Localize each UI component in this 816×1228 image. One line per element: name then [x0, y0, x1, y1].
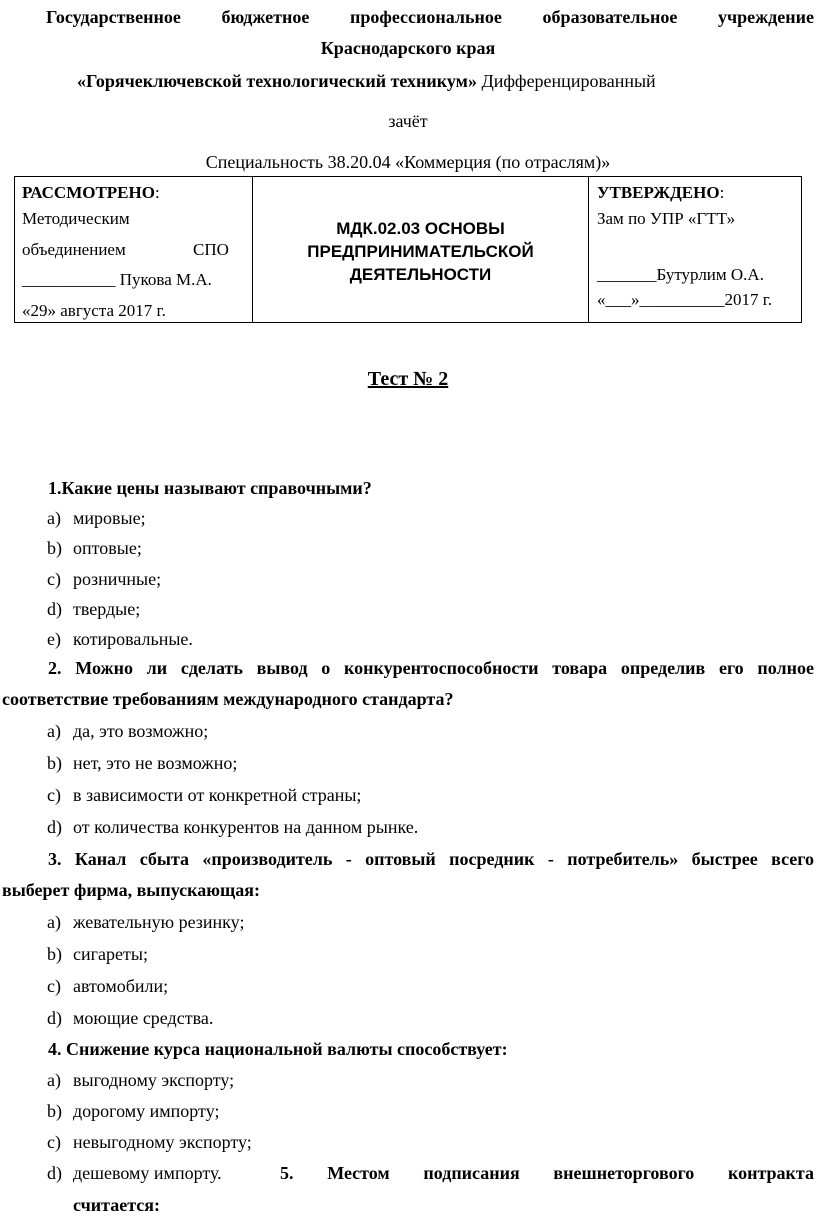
- option-3b: b) сигареты;: [47, 944, 148, 964]
- reviewed-body-line1: Методическим: [22, 209, 130, 228]
- approver-signature: _______Бутурлим О.А.: [597, 265, 764, 284]
- option-2a: a) да, это возможно;: [47, 721, 209, 741]
- approved-heading: УТВЕРЖДЕНО:: [597, 183, 725, 202]
- option-2d: d) от количества конкурентов на данном рынке.: [47, 817, 419, 837]
- option-3d: d) моющие средства.: [47, 1008, 214, 1028]
- exam-type-continued: зачёт: [388, 111, 428, 131]
- approved-position: Зам по УПР «ГТТ»: [597, 209, 736, 228]
- technikum-name: «Горячеключевской технологический техникум»: [77, 71, 477, 91]
- option-1b: b) оптовые;: [47, 538, 142, 558]
- reviewed-date: «29» августа 2017 г.: [22, 301, 166, 320]
- option-4b: b) дорогому импорту;: [47, 1101, 220, 1121]
- option-4c: c) невыгодному экспорту;: [47, 1132, 252, 1152]
- option-3a: a) жевательную резинку;: [47, 912, 245, 932]
- specialty-line: Специальность 38.20.04 «Коммерция (по отраслям)»: [205, 152, 611, 172]
- question-1: 1.Какие цены называют справочными?: [48, 478, 372, 498]
- question-3-line1: 3. Канал сбыта «производитель - оптовый посредник - потребитель» быстрее всего: [48, 849, 814, 869]
- subject-title-line1: МДК.02.03 ОСНОВЫ: [336, 219, 505, 238]
- option-1d: d) твердые;: [47, 599, 141, 619]
- approved-date: «___»__________2017 г.: [597, 290, 773, 309]
- option-3c: c) автомобили;: [47, 976, 169, 996]
- exam-type: Дифференцированный: [476, 71, 656, 91]
- option-1e: e) котировальные.: [47, 629, 193, 649]
- approval-reviewed-cell: [15, 177, 253, 322]
- approval-approved-cell: [589, 177, 801, 322]
- option-1a: a) мировые;: [47, 508, 146, 528]
- question-5-line1: 5. Местом подписания внешнеторгового контракта: [280, 1163, 814, 1183]
- approval-table: [14, 176, 802, 323]
- subject-title: [253, 217, 588, 286]
- institution-name-line3: [77, 70, 656, 92]
- test-title: Тест № 2: [367, 368, 449, 390]
- reviewed-heading: РАССМОТРЕНО:: [22, 183, 160, 202]
- subject-title-line3: ДЕЯТЕЛЬНОСТИ: [349, 265, 492, 284]
- option-2c: c) в зависимости от конкретной страны;: [47, 785, 362, 805]
- question-2-line2: соответствие требованиям международного стандарта?: [2, 689, 454, 709]
- institution-name-line1: Государственное бюджетное профессиональное образовательное учреждение: [46, 7, 814, 27]
- question-2-line1: 2. Можно ли сделать вывод о конкурентоспособности товара определив его полное: [48, 658, 814, 678]
- question-3-line2: выберет фирма, выпускающая:: [2, 880, 260, 900]
- reviewed-body-line2b: СПО: [193, 240, 229, 259]
- option-4a: a) выгодному экспорту;: [47, 1070, 235, 1090]
- reviewed-body-line2a: объединением: [22, 240, 126, 259]
- institution-name-line2: Краснодарского края: [320, 38, 496, 58]
- option-2b: b) нет, это не возможно;: [47, 753, 238, 773]
- question-4: 4. Снижение курса национальной валюты способствует:: [48, 1039, 508, 1059]
- question-5-line2: считается:: [73, 1195, 160, 1215]
- reviewer-signature: ___________ Пукова М.А.: [22, 270, 212, 289]
- option-1c: c) розничные;: [47, 569, 162, 589]
- subject-title-line2: ПРЕДПРИНИМАТЕЛЬСКОЙ: [307, 242, 534, 261]
- approval-subject-cell: [253, 177, 589, 322]
- option-4d: d) дешевому импорту.: [47, 1163, 222, 1183]
